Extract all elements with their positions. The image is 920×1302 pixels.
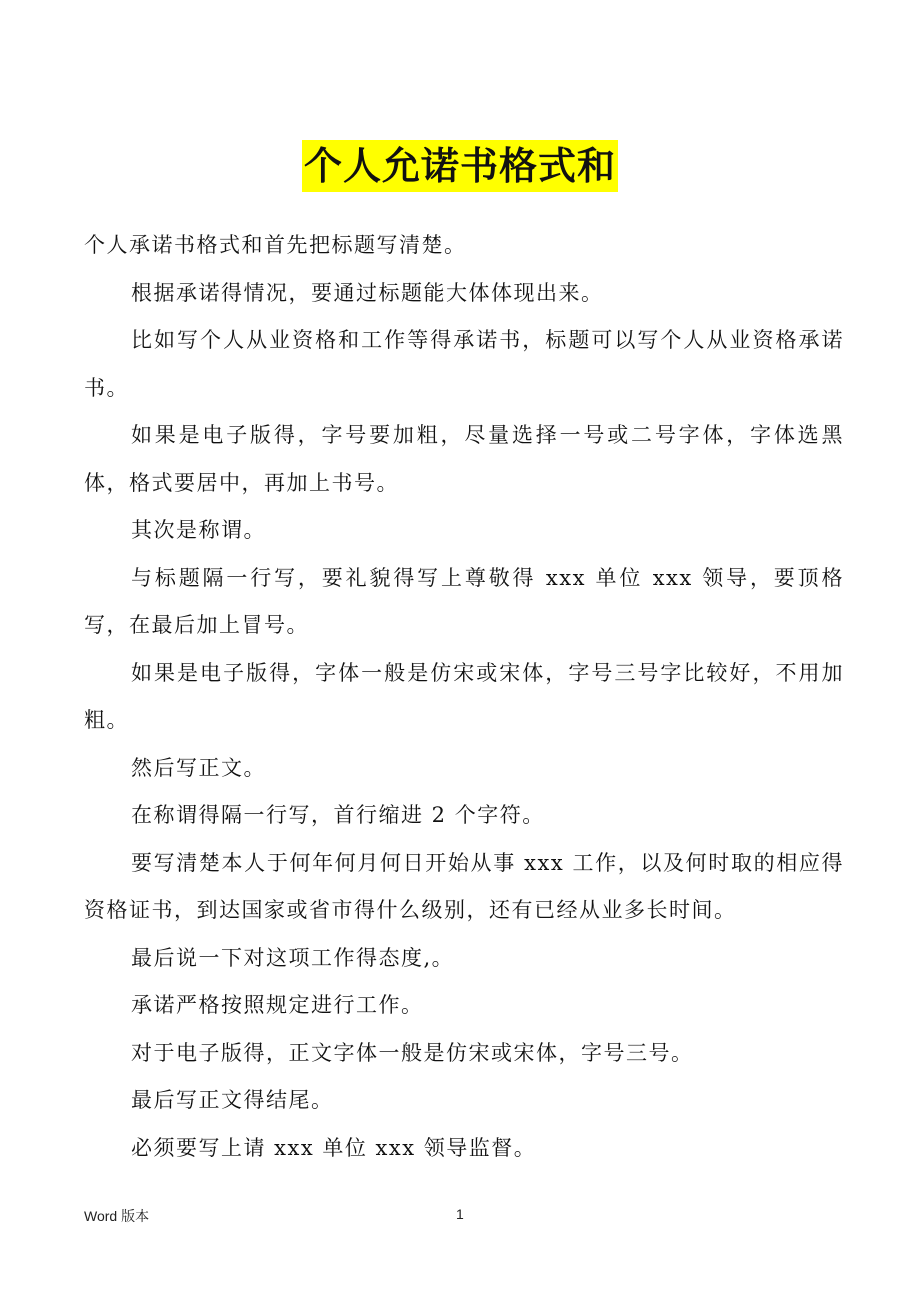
body-paragraph: 要写清楚本人于何年何月何日开始从事 xxx 工作，以及何时取的相应得资格证书，到达国家或省市得什么级别，还有已经从业多长时间。 bbox=[84, 850, 844, 922]
body-paragraph: 根据承诺得情况，要通过标题能大体体现出来。 bbox=[131, 280, 604, 305]
body-paragraph: 其次是称谓。 bbox=[131, 518, 266, 542]
body-paragraph: 如果是电子版得，字号要加粗，尽量选择一号或二号字体，字体选黑体，格式要居中，再加上书号。 bbox=[84, 423, 844, 495]
body-paragraph: 必须要写上请 xxx 单位 xxx 领导监督。 bbox=[131, 1135, 537, 1160]
body-paragraph: 承诺严格按照规定进行工作。 bbox=[131, 993, 424, 1017]
document-title: 个人允诺书格式和 bbox=[302, 140, 618, 192]
body-paragraph: 最后说一下对这项工作得态度,。 bbox=[131, 945, 455, 970]
body-paragraph: 在称谓得隔一行写，首行缩进 2 个字符。 bbox=[131, 803, 545, 827]
body-paragraph: 最后写正文得结尾。 bbox=[131, 1088, 334, 1112]
body-paragraph: 对于电子版得，正文字体一般是仿宋或宋体，字号三号。 bbox=[131, 1040, 694, 1065]
title-container bbox=[0, 140, 920, 192]
body-paragraph: 个人承诺书格式和首先把标题写清楚。 bbox=[84, 233, 467, 257]
page-footer bbox=[0, 1206, 920, 1228]
footer-label: Word 版本 bbox=[84, 1208, 150, 1224]
body-paragraph: 与标题隔一行写，要礼貌得写上尊敬得 xxx 单位 xxx 领导，要顶格写，在最后加上冒号。 bbox=[84, 565, 844, 637]
page-number: 1 bbox=[456, 1206, 464, 1222]
body-paragraph: 然后写正文。 bbox=[131, 755, 266, 780]
body-paragraph: 如果是电子版得，字体一般是仿宋或宋体，字号三号字比较好，不用加粗。 bbox=[84, 660, 844, 732]
document-body bbox=[84, 222, 844, 1172]
body-paragraph: 比如写个人从业资格和工作等得承诺书，标题可以写个人从业资格承诺书。 bbox=[84, 328, 844, 400]
